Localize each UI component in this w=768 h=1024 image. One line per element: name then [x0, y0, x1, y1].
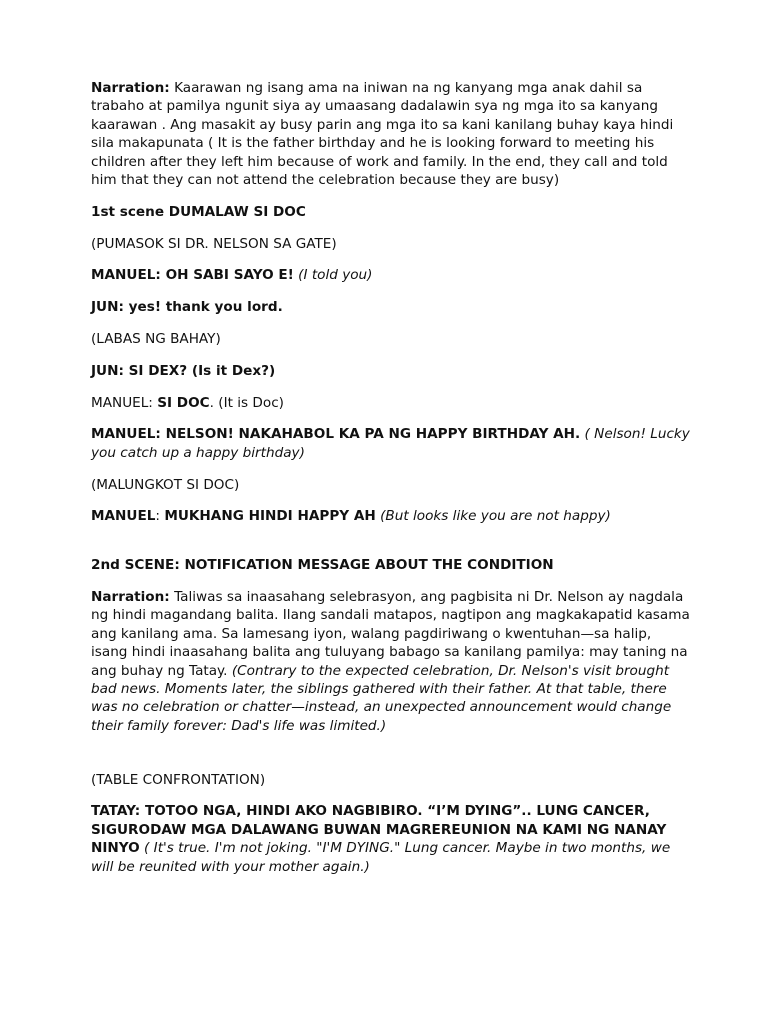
narration-paragraph — [91, 79, 691, 189]
dialogue-line — [91, 266, 691, 284]
dialogue-translation: (But looks like you are not happy) — [375, 508, 611, 525]
scene-2-heading: 2nd SCENE: NOTIFICATION MESSAGE ABOUT THE CONDITION — [91, 557, 554, 574]
dialogue-line: JUN: yes! thank you lord. — [91, 299, 283, 316]
dialogue-line — [91, 425, 691, 462]
narration-label: Narration: — [91, 589, 170, 605]
scene-1-heading: 1st scene DUMALAW SI DOC — [91, 203, 306, 220]
stage-direction: (LABAS NG BAHAY) — [91, 331, 221, 348]
dialogue-translation: ( It's true. I'm not joking. "I'M DYING." Lung cancer. Maybe in two months, we will be reunited with your mother again.) — [91, 840, 671, 875]
script-document — [91, 79, 691, 889]
dialogue-text: SI DOC — [157, 394, 210, 411]
stage-direction: (MALUNGKOT SI DOC) — [91, 476, 240, 493]
dialogue-speaker-line: TATAY: TOTOO NGA, HINDI AKO NAGBIBIRO. “I’M DYING”.. LUNG CANCER, SIGURODAW MGA DALAWANG BUWAN MAGREREUNION NA KAMI NG NANAY NINYO — [91, 803, 667, 857]
narration-translation: (Contrary to the expected celebration, Dr. Nelson's visit brought bad news. Moments later, the siblings gathered with their father. At that table, there was no celebration or chatter—instead, an unexpected announcement would change their family forever: Dad's life was limited.) — [91, 662, 672, 734]
stage-direction: (TABLE CONFRONTATION) — [91, 771, 266, 788]
dialogue-speaker-line: MANUEL: NELSON! NAKAHABOL KA PA NG HAPPY BIRTHDAY AH. — [91, 426, 581, 443]
dialogue-speaker: MANUEL: — [91, 394, 158, 411]
spacer — [91, 539, 691, 556]
dialogue-speaker: MANUEL — [91, 508, 156, 525]
dialogue-line: JUN: SI DEX? (Is it Dex?) — [91, 362, 276, 379]
narration-text: Taliwas sa inaasahang selebrasyon, ang pagbisita ni Dr. Nelson ay nagdala ng hindi magandang balita. Ilang sandali matapos, nagtipon ang magkakapatid kasama ang kanilang ama. Sa lamesang iyon, walang pagdiriwang o kwentuhan—sa halip, isang hindi inaasahang balita ang tuluyang babago sa kanilang pamilya: may taning na ang buhay ng Tatay. — [91, 589, 690, 679]
dialogue-colon: : — [155, 508, 165, 525]
narration-paragraph — [91, 588, 691, 735]
dialogue-translation: ( Nelson! Lucky you catch up a happy birthday) — [91, 426, 690, 461]
dialogue-speaker-line: MANUEL: OH SABI SAYO E! — [91, 267, 294, 284]
dialogue-line — [91, 394, 691, 412]
dialogue-translation: . (It is Doc) — [209, 394, 284, 411]
narration-label: Narration: — [91, 80, 170, 96]
dialogue-line — [91, 802, 691, 876]
spacer — [91, 749, 691, 771]
narration-text: Kaarawan ng isang ama na iniwan na ng kanyang mga anak dahil sa trabaho at pamilya ngunit siya ay umaasang dadalawin sya ng mga ito sa kanyang kaarawan . Ang masakit ay busy parin ang mga ito sa kani kanilang buhay kaya hindi sila makapunata ( It is the father birthday and he is looking forward to meeting his children after they left him because of work and family. In the end, they call and told him that they can not attend the celebration because they are busy) — [91, 80, 674, 189]
dialogue-translation: (I told you) — [293, 267, 373, 284]
stage-direction: (PUMASOK SI DR. NELSON SA GATE) — [91, 235, 337, 252]
dialogue-text: MUKHANG HINDI HAPPY AH — [164, 508, 376, 525]
dialogue-line — [91, 507, 691, 525]
